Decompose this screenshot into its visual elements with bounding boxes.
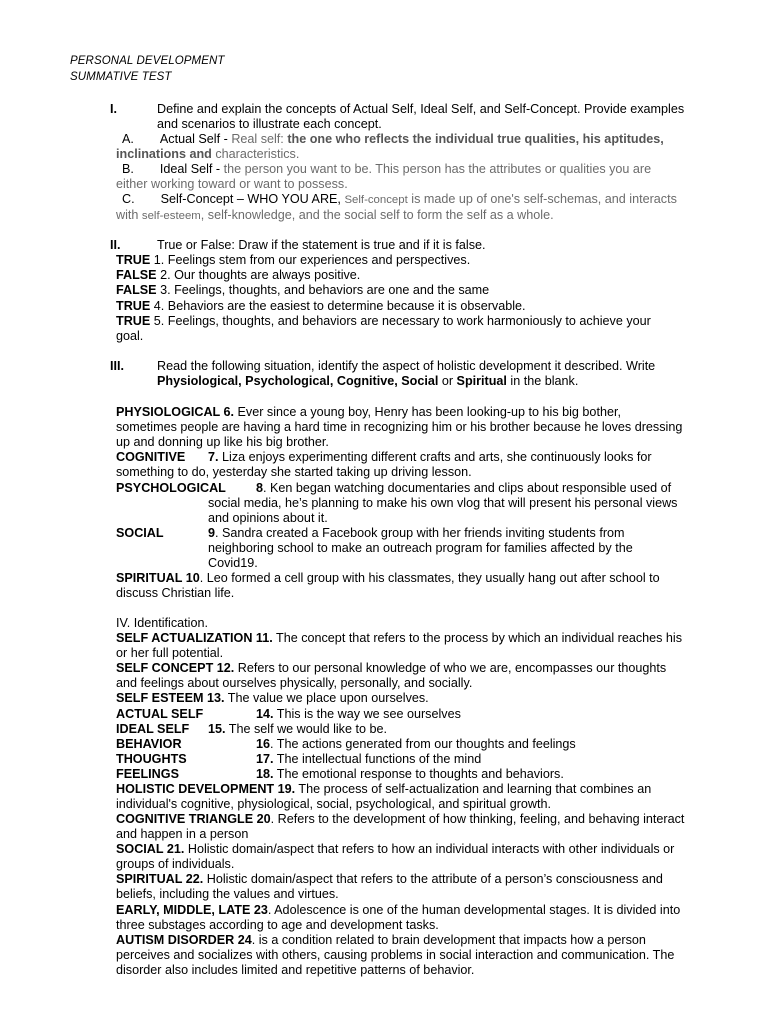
q7-answer: COGNITIVE [116, 450, 186, 464]
section-1-prompt-cont: and scenarios to illustrate each concept. [157, 117, 382, 131]
q24-l3: disorder also includes limited and repetitive patterns of behavior. [116, 963, 475, 977]
q8: 8. Ken began watching documentaries and clips about responsible used of [256, 481, 672, 495]
q15-answer: IDEAL SELF [116, 722, 190, 736]
item-1a: A. Actual Self - Real self: the one who reflects the individual true qualities, his aptitudes, [122, 132, 664, 146]
q6-l3: up and donning up like his big brother. [116, 435, 329, 449]
section-1-numeral: I. [110, 102, 117, 116]
q23: EARLY, MIDDLE, LATE 23. Adolescence is one of the human developmental stages. It is divided into [116, 903, 681, 917]
q18-answer: FEELINGS [116, 767, 179, 781]
q6-l2: sometimes people are having a hard time in recognizing him or his brother because he loves dressing [116, 420, 683, 434]
q10-l2: discuss Christian life. [116, 586, 235, 600]
q18: 18. The emotional response to thoughts and behaviors. [256, 767, 564, 781]
q12-l2: and feelings about ourselves physically, personally, and socially. [116, 676, 473, 690]
q24-l2: perceives and socializes with others, causing problems in social interaction and communication. The [116, 948, 675, 962]
q22: SPIRITUAL 22. Holistic domain/aspect that refers to the attribute of a person’s consciousness and [116, 872, 663, 886]
q21: SOCIAL 21. Holistic domain/aspect that refers to how an individual interacts with other individuals or [116, 842, 675, 856]
q11: SELF ACTUALIZATION 11. The concept that refers to the process by which an individual reaches his [116, 631, 683, 645]
q7-l2: something to do, yesterday she started taking up driving lesson. [116, 465, 472, 479]
q8-answer: PSYCHOLOGICAL [116, 481, 226, 495]
q24: AUTISM DISORDER 24. is a condition related to brain development that impacts how a person [116, 933, 646, 947]
item-1c: C. Self-Concept – WHO YOU ARE, Self-concept is made up of one's self-schemas, and interacts [122, 192, 677, 206]
q19-l2: individual's cognitive, physiological, social, psychological, and spiritual growth. [116, 797, 552, 811]
q8-l3: and opinions about it. [208, 511, 328, 525]
section-2-prompt: True or False: Draw if the statement is true and if it is false. [157, 238, 486, 252]
item-1b: B. Ideal Self - the person you want to be. This person has the attributes or qualities you are [122, 162, 652, 176]
document-title: PERSONAL DEVELOPMENT [70, 55, 225, 67]
tf-item-5: TRUE 5. Feelings, thoughts, and behaviors are necessary to work harmoniously to achieve your [116, 314, 651, 328]
q14-answer: ACTUAL SELF [116, 707, 204, 721]
q23-l2: three substages according to age and development tasks. [116, 918, 439, 932]
item-1a-cont: inclinations and characteristics. [116, 147, 300, 161]
section-4-title: IV. Identification. [116, 616, 208, 630]
q22-l2: beliefs, including the values and virtues. [116, 887, 339, 901]
q16: 16. The actions generated from our thoughts and feelings [256, 737, 576, 751]
q14: 14. This is the way we see ourselves [256, 707, 461, 721]
q8-l2: social media, he’s planning to make his own vlog that will present his personal views [208, 496, 678, 510]
q17: 17. The intellectual functions of the mind [256, 752, 482, 766]
q6: PHYSIOLOGICAL 6. Ever since a young boy, Henry has been looking-up to his big bother, [116, 405, 621, 419]
tf-item-4: TRUE 4. Behaviors are the easiest to determine because it is observable. [116, 299, 526, 313]
q16-answer: BEHAVIOR [116, 737, 182, 751]
document-subtitle: SUMMATIVE TEST [70, 71, 172, 83]
tf-item-3: FALSE 3. Feelings, thoughts, and behaviors are one and the same [116, 283, 490, 297]
q21-l2: groups of individuals. [116, 857, 235, 871]
q10: SPIRITUAL 10. Leo formed a cell group with his classmates, they usually hang out after school to [116, 571, 660, 585]
section-1-prompt: Define and explain the concepts of Actual Self, Ideal Self, and Self-Concept. Provide examples [157, 102, 685, 116]
tf-item-5-cont: goal. [116, 329, 144, 343]
tf-item-2: FALSE 2. Our thoughts are always positive. [116, 268, 361, 282]
section-2-numeral: II. [110, 238, 121, 252]
item-1c-cont: with self-esteem, self-knowledge, and the social self to form the self as a whole. [116, 208, 554, 222]
q19: HOLISTIC DEVELOPMENT 19. The process of self-actualization and learning that combines an [116, 782, 652, 796]
section-3-prompt: Read the following situation, identify the aspect of holistic development it described. Write [157, 359, 656, 373]
q20: COGNITIVE TRIANGLE 20. Refers to the development of how thinking, feeling, and behaving interact [116, 812, 685, 826]
q15: 15. The self we would like to be. [208, 722, 387, 736]
section-3-prompt-cont: Physiological, Psychological, Cognitive, Social or Spiritual in the blank. [157, 374, 579, 388]
q9-l3: Covid19. [208, 556, 258, 570]
tf-item-1: TRUE 1. Feelings stem from our experiences and perspectives. [116, 253, 471, 267]
q11-l2: or her full potential. [116, 646, 224, 660]
q20-l2: and happen in a person [116, 827, 249, 841]
q13: SELF ESTEEM 13. The value we place upon ourselves. [116, 691, 429, 705]
q9: 9. Sandra created a Facebook group with her friends inviting students from [208, 526, 625, 540]
q9-l2: neighboring school to make an outreach program for families affected by the [208, 541, 633, 555]
q12: SELF CONCEPT 12. Refers to our personal knowledge of who we are, encompasses our thoughts [116, 661, 667, 675]
q9-answer: SOCIAL [116, 526, 164, 540]
section-3-numeral: III. [110, 359, 124, 373]
q17-answer: THOUGHTS [116, 752, 187, 766]
item-1b-cont: either working toward or want to possess. [116, 177, 348, 191]
q7: 7. Liza enjoys experimenting different crafts and arts, she continuously looks for [208, 450, 652, 464]
